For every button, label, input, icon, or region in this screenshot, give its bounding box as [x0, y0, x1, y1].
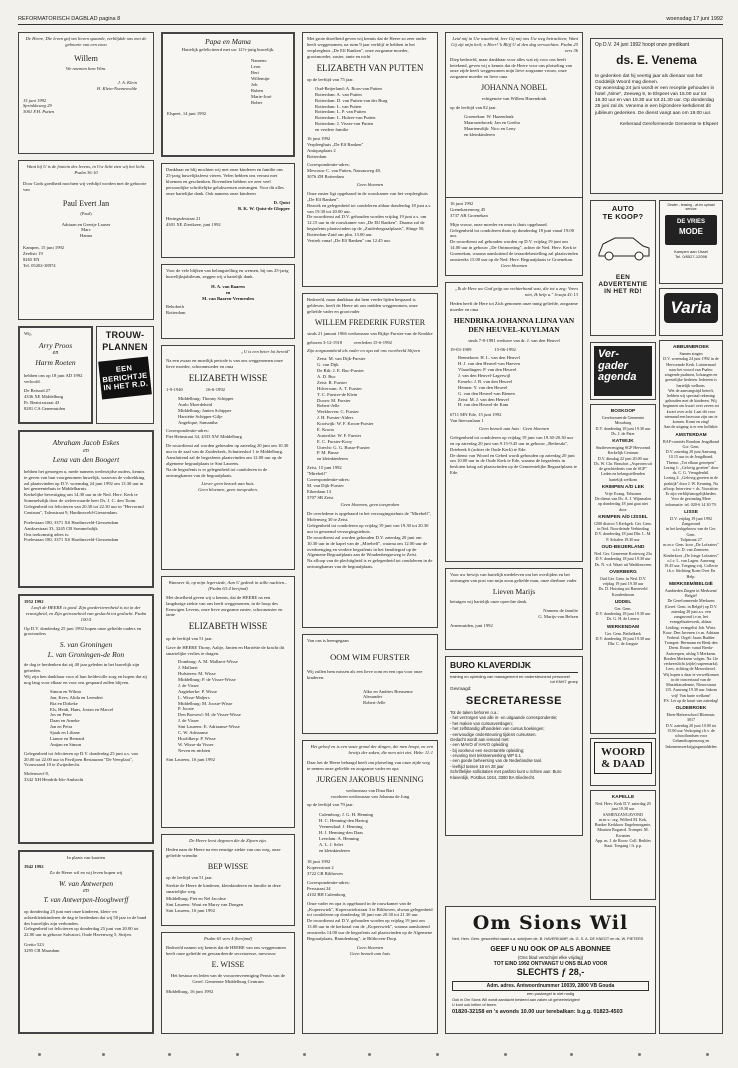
deceased-name: WILLEM FREDERIK FURSTER [314, 317, 426, 327]
meeting-place: KATWIJK [612, 439, 634, 445]
ad-dates: geboren 3-12-1918 overleden 15-6-1992 [307, 339, 392, 345]
deceased-name: JOHANNA NOBEL [481, 83, 547, 93]
obituary-van-putten [302, 32, 438, 287]
ad-years: 1952 1992 [24, 599, 44, 604]
congrats-ad-papa [161, 32, 295, 157]
devries-address: Kampen aan IJssel Tel. 0/8527-12098 [673, 248, 709, 260]
ad-place: 16 juni 1992 Grenekazenweg 45 3737 AB Groenekan [450, 201, 488, 218]
ad-name: H. A. van Baaren en M. van Baaren-Vermeulen [202, 283, 254, 301]
service-info: De rouwdienst zal worden gehouden op zaterdag 20 juni om 10.30 uur in de zaal van de Zuiderkerk, Schuttershof 1 te Middelburg. Aansluitend zal de begrafenis plaatsvinden om 12.00 uur op de algemene begraafplaats te Sint Laurens. Na de begrafenis is er gelegenheid tot condoleren in de ontvangkamer van de begraafplaats. [166, 443, 289, 478]
vergader-agenda-ad [590, 342, 656, 400]
meeting-details: Eben-Haëzerschool Bloemstr. 3017 D.V. zaterdag 20 juni 10.00 tot 15.00 uur Verkoping t.b.v. de schoolfondsen voor Gehandicaptenzorg en Inkomensverkrijgingsmiddelen [665, 712, 717, 749]
devries-logo [665, 215, 717, 245]
correspondence: Correspondentie-adres: Piet Heinstraat 34, 4333 XW Middelburg [166, 428, 242, 440]
ad-dates: 19-03-1909 15-06-1992 [450, 346, 516, 352]
trouw-line-2: PLANNEN [102, 341, 148, 352]
family-list: Middelburg: Piet en Nel Jacobse Sint Laurens: Wout en Marry van Dongen [166, 896, 244, 908]
ad-place: 18 juni 1992 Kopersstraat 2 3722 CB Bilthoven [307, 859, 343, 877]
service-info: De overledene is opgebaard in het verzorgingstehuis de "Mirebelf", Molenweg 30 te Zeist. Gelegenheid tot condoleren op vrijdag 19 juni van 19.30 tot 20.30 uur in genoemd verzorgingstehuis. De rouwdienst zal worden gehouden D.V. zaterdag 20 juni om 10.30 uur in de kapel van de „Mirebelf", waarna om 12.00 uur de overbrenging en verdere begrafenis in het familiegraf op de Algemene Begraafplaats aan de Woudenbergseweg te Zeist. Na afloop van de plechtigheid is er gelegenheid tot condoleren in de ontvangkamer van de begraafplaats. [307, 511, 433, 570]
ad-address: Gretto 523 3295 CB Maasdam [24, 942, 60, 954]
meeting-item [594, 570, 652, 597]
meeting-details: Ger. Gem. Bethelkerk D.V. donderdag 18 juni 19.30 uur Dhr. C. de Jongste [595, 630, 651, 647]
ad-text: Voor de vele blijken van belangstelling en wensen, bij ons 25-jarig huwelijksjubileum, zeggen wij u hartelijk dank. [166, 268, 289, 279]
meeting-place: KAPELLE [611, 795, 635, 800]
family-list: Middelburg: Thonny Schipper Aurlo Moerdeheid Middelburg: Janien Schipper Harriëtte Schipper-Gilje Angelique, Samantha [178, 396, 234, 425]
meeting-list-middle [590, 404, 656, 734]
name-two: L. van Groningen-de Ron [47, 649, 125, 659]
ad-name: D. Quist B. K. W. Quist-de Glopper [238, 200, 290, 212]
varia-ad [659, 288, 723, 336]
ad-text-2: Het bestuur en leden van de vrouwenvereniging Pensis van de Geref. Gemeente Middelburg Centrum [170, 972, 286, 984]
meeting-details: RAF-comités Rondom Jeugdbond Gcr. Gem. D.V. zaterdag 20 juni Aanvang 10.15 uur in de Jeugdbond. Thema: „Tot elkaar geroepen" Lezing 1: „Gelovig groeien" door ds. C. G. Vreugdenhil. Lezing 2: „Gelovig groeien in de praktijk" door J. W. Keuning. Na afloop: Interview + ds. Voorzitter. Er zijn verblijfsmogelijkheden. Voor de gezinsdag Meer informatie: tel. 020-6 14 30 79. [663, 438, 719, 507]
name-one: S. van Groningen [59, 640, 113, 650]
ad-address: Sprinklaweg 29 3061 F.H. Putten [23, 103, 55, 115]
meeting-item [594, 625, 652, 647]
family-list: Culemborg: J. G. H. Henning H. C. Henning-den Hartog Veenendaal: J. Henning H. J. Henning-den Daas Leerdam: A. Henning A. L. J. Selet en kleinkinderen [319, 812, 374, 853]
meeting-item [663, 706, 719, 749]
meeting-place: ABBUINBROEK [673, 345, 709, 350]
meeting-details: Samen zingen D.V. woensdag 24 juni 1992 in de Hervormde Kerk. Luistermaal naar het woord van Psalm: zingende psalmen, lofzangen en geestelijke liederen. Iedereen is hartelijk welkom. Wet de aanvangstijd betreft, hebben wij speciaal rekening gehouden met de kinderen. Wij beginnen om kwart over zeven tot kwart over acht. Laat dit voor niemand een bezwaar zijn om te komen. Komt en zing! Aan de uitgang is er een kollekte. [663, 351, 719, 430]
meeting-place: OVERBERG [609, 569, 637, 575]
ad-text: Heden nam de Heere na een ernstige ziekte van ons weg, onze geliefde vriendin [166, 846, 281, 858]
ad-address: Poelestaan 180, 3371 XS Hardinxveld-Giessendam Aanksestraat 33, 3245 CB Sommelsdijk Ons toekomstig adres is: Poelestaan 180, 3371 XS Hardinxveld-Giessendam [24, 519, 119, 543]
ad-verse: Want bij U is de fontein des levens, in Uw licht zien wij het licht. Psalm 36:10 [26, 164, 146, 175]
page-header [18, 14, 723, 25]
name-two: Harm Roeten [35, 358, 76, 368]
ad-place: Sint Laurens, 16 juni 1992 [166, 908, 215, 914]
sions-tel-2: b.g.g. 01823-4503 [577, 1009, 623, 1015]
service-info: Onze vader en opa is opgebaard in de rouwkamer van de „Koperswiek", Koperswiekstraat 3 te Bilthoven, alwaar gelegenheid tot condoleren op donderdag 18 juni van 20.30 tot 21.30 uur. De rouwdienst zal D.V. gehouden worden op vrijdag 19 juni om 13.00 uur in de kerkzaal van de „Koperswiek", waarna aansluitend omstreeks 14.00 uur de begrafenis zal plaatsvinden op de Algemene Begraafplaats, Brandenburg", te Bilthoven-Dorp. [307, 900, 433, 941]
meeting-item [594, 439, 652, 482]
child-name: Willem [74, 53, 98, 63]
ad-age: op de leeftijd van 79 jaar. [307, 802, 354, 808]
ad-text: Heden heeft de Here tot Zich genomen onze innig geliefde, zorgzame moeder en oma [450, 300, 578, 312]
ad-name: Lieven Marijs [492, 586, 536, 596]
ad-verse: Het geloof en is een vaste grond der dingen, die men hoopt, en een bewijs der zaken, die men niet ziet. Hebr. 11:1 [310, 744, 433, 755]
ad-title: Van ons is heengegaan [307, 638, 349, 643]
correspondence: Correspondentie-adres: Mevrouw C. van Putten, Nassauweg 48, 3076 ZH Rotterdam [307, 162, 382, 180]
deceased-name: JURGEN JAKOBUS HENNING [316, 774, 424, 784]
reception: Gelegenheid tot feliciteren op D.V. donderdag 25 juni a.s. van 20.00 tot 22.00 uur in Paviljoen Restaurant "De Veerplaat", Vrouwzand 10 te Zwijndrecht. [24, 750, 138, 768]
ad-sub: sinds 21 januari 1966 weduwnaar van Rijkje Furster-van de Knokke [307, 330, 433, 336]
ad-prefix: Wij, [24, 331, 32, 336]
ad-text: Wij zullen hem missen als een lieve oom en een opa voor onze kinderen. [307, 668, 423, 680]
ad-text-2: Sterkte de Heere de kinderen, kleinkinderen en familie in deze smartelijke weg. [166, 882, 281, 894]
service-info: Gelegenheid tot condoleren op vrijdag 19 juni van 19.30-20.30 uur en op zaterdag 20 juni van 9.15-9.45 uur in gebouw „Bethesda", Driebeek 6 (achter de Oude Kerk) te Ede. De dienst van Woord en Gebed wordt gehouden op zaterdag 20 juni om 10.00 uur in de Oude Kerk te Ede, waarna de begrafenis in besloten kring zal plaatsvinden op de Gemeentelijke Begraafplaats te Ede. [450, 434, 578, 476]
devries-name: DE VRIES [676, 218, 705, 225]
sions-tel-1: 01820-32158 en 's avonds 10.00 uur terebalkan: [452, 1009, 576, 1015]
ad-place: Zeist, 15 juni 1992 "Mirebelf" Correspondentie-adres: M. van Dijk-Furster Eikenlaan 13 3707 SB Zeist [307, 465, 350, 500]
ad-text: Diep bedroefd, maar dankbaar voor alles wat zij voor ons heeft betekend, geven wij u kennis dat de Heere voor ons plotseling van onze zijde heeft weggenomen mijn lieve zorgzame vrouw, onze zorgzame moeder en lieve oma [450, 56, 572, 80]
meeting-details: Aanbieden Zingen in Merksem/ België! De Gereformeerde Merksem (Geref. Gem. in België) op D.V. zaterdag 20 juni a.s. een zangavond i.v.m. het evangelisatiewerk, aldaar. Leiding: evangelist Joh. Wirtz. Koor: Den Juvenen i.v.m. Adriaan Verheul. Orgel: Jaaus Budder. Trompet: Hermann en Henk den Drent. Route: vanaf Breda-Antwerpen, afslag 5 Merksem. Borden Merksem volgen. Na 12e verkeerslicht (zijde) supermarkt). Lees, richting de Meuwsbroel. Wij hopen u daar te verwelkomen in de concertzaal van de Muziekacademie, Nieuwstraat 115. Aanvang 19.30 uur. Inkom vrij! Van harte welkom! P.S. Let op de kaart van zaterdag! [663, 587, 720, 703]
ad-text: Met grote droefheid geven wij kennis dat de Heere zo zeer onder heeft weggenomen, na ruim 9 jaar verblijf te hebben in het verpleeghuis „De Elf Ranken", onze zorgzame moeder, grootmoeder, zuster, tante en nicht [307, 36, 427, 59]
birth-ad-willem [18, 32, 154, 154]
obituary-furster [302, 293, 438, 628]
obituary-bep-wisse [161, 834, 295, 926]
ad-verse: Zijn zorgzaamheid als vader en opa zal ons voorbeeld blijven [307, 347, 421, 353]
ad-text: Voor uw bewijs van hartelijk medeleven om het overlijden en het ontvangen van post van mijn zoon geliefde man, onze dierbare vader [450, 572, 577, 583]
ad-foot: Geen bloemen Geen bezoek aan huis [349, 944, 391, 956]
name-one: W. van Antwerpen [58, 878, 114, 888]
deceased-name: E. WISSE [211, 959, 245, 969]
names-list: Alko en Andries Breuseme Alexander Robert-Jelle [363, 688, 413, 706]
anniversary-ad-antwerpen [18, 850, 154, 1034]
name-two: T. van Antwerpen-Hooghwerff [43, 895, 129, 904]
deceased-name: OOM WIM FURSTER [330, 651, 410, 662]
deceased-name: ELIZABETH WISSE [188, 621, 268, 632]
meeting-item [594, 485, 652, 512]
obituary-oom-wim [302, 634, 438, 734]
meeting-list [594, 795, 652, 848]
meeting-place: OLDEBROEK [675, 706, 707, 712]
meeting-item [663, 433, 719, 507]
ad-text: Bedroefd namen wij kennis dat de HEERE van ons weggenomen heeft onze geliefde en gewaardeerde secretaresse, mevrouw [166, 944, 286, 956]
ad-place: Elspeet, 14 juni 1992 [167, 111, 207, 117]
ad-age: op de leeftijd van 51 jaar. [166, 635, 213, 641]
ad-text: Na een zwaar en moeilijk periode is van ons weggenomen onze lieve moeder, schoonmoeder en oma [166, 357, 283, 369]
ad-sign: Kerkeraad Gereformeerde Gemeente te Elspeet [619, 120, 718, 126]
thanks-ad-baaren [161, 264, 295, 339]
ad-dates: 16 juni 1992 Verpleeghuis „De Elf Ranken" Antiqusplaats 2 Rotterdam [307, 135, 364, 159]
sions-offer-2: (Ons blad verschijnt elke vrijdag) [517, 955, 584, 961]
obituary-henning [302, 740, 438, 1034]
ad-text-2: de dag te herdenken dat zij 40 jaar geleden in het huwelijk zijn getreden. Wij zijn hen dankbaar voor al hun liefdevolle zorg en hopen dat zij nog lang voor elkaar en voor ons gespaard zullen blijven. [24, 662, 147, 686]
trouw-box: EEN BERICHTJE IN HET R.D. [98, 357, 152, 400]
ad-text-2: te gedenken dat hij veertig jaar als dienaar van het Goddelijk Woord mag dienen. Op woensdag 24 juni wordt er een receptie gehouden in hotel „Nime", Zeeweg 9, te Elspeet van 15.00 uur tot 16.30 uur en van 19.30 uur tot 21.30 uur. Op donderdag 25 juni zal ds. Venema in een bijzondere kerkdienst dit jubileum gedenken. De dienst vangt aan om 19.00 uur. [595, 73, 715, 116]
car-icon [593, 230, 653, 264]
ad-verse: Wanneer ik, op mijn legerstede, Aan U gedenk in stille nachten... (Psalm 63:4 berijmd) [168, 580, 288, 591]
sions-address-note: een postzegel is niet nodig [526, 991, 575, 997]
meeting-item [594, 545, 652, 567]
meeting-place: AMSTERDAM [675, 432, 707, 438]
ad-text: hebben ons op 18 juni AD 1992 verloofd. [24, 372, 83, 384]
ad-top: In plaats van kaarten [66, 855, 106, 860]
wedding-ad-abraham [18, 430, 154, 588]
ad-text: Door Gods goedheid mochten wij verblijd worden met de geboorte van [23, 180, 147, 192]
ad-text: Daar het de Heere behaagd heeft om plotseling van onze zijde weg te nemen onze geliefde en zorgzame vader en opa [307, 759, 430, 771]
footer-mark [638, 1053, 641, 1056]
ad-date: 15 juni 1992 [23, 97, 47, 103]
meeting-list-kapelle [590, 790, 656, 900]
ad-verse: Psalm 63 vers 4 (berijmd) [204, 936, 252, 941]
name-en: en [83, 888, 89, 895]
meeting-list [594, 409, 652, 647]
ad-address: Kampen, 15 juni 1992 Zeeltstr 19 8265 EN Tel. 05202-38974 [23, 245, 65, 268]
meeting-details: Studievereniging SGP Hervormd Kerkelijk Centrum D.V. dinsdag 22 juni 20.00 uur Ds. W. Chr. Beaufort „Aspecten uit de geschiedenis van de SGP" Leden en belangstellenden hartelijk welkom [594, 445, 652, 482]
footer-mark [368, 1053, 371, 1056]
paper-date: woensdag 17 juni 1992 [666, 16, 723, 22]
ad-years: 1942 1992 [24, 863, 44, 869]
ad-verse: Leid mij in Uw waarheid, leer Gij mij ons Uw weg betrachten; Want Gij zijt mijn heil; o Heer! 'k Blijf U al den dag verwachten. Psalm 25 vers 3b [451, 36, 578, 53]
obituary-wisse-2 [161, 576, 295, 828]
ad-text: Op D.V. donderdag 25 juni 1992 hopen onze geliefde ouders en grootouders [24, 625, 142, 637]
footer-mark [570, 1053, 573, 1056]
ad-verse: Zo de Heere wil en wij leven hopen wij [49, 869, 123, 875]
ad-sub: echtgenote van Willem Hazendonk [481, 96, 547, 102]
ad-foot: Geen bezoek aan huis · Geen bloemen [478, 426, 550, 432]
footer-mark [436, 1053, 439, 1056]
footer-mark [236, 1053, 239, 1056]
anniversary-ad-groningen [18, 594, 154, 844]
vergader-title: Ver- gader agenda [594, 346, 652, 396]
meeting-details: Vrije Evang. Tehuizen De dienst van Ds. A. J. Wijnmalen op donderdag 18 juni gaat niet door [594, 490, 652, 512]
ad-sub: weduwnaar van Dina Bart voorheen weduwnaar van Johanna de Jong [330, 787, 410, 799]
ad-place: Middelburg, 16 juni 1992 [166, 988, 214, 994]
ad-age: op de leeftijd van 82 jaar. [450, 105, 497, 111]
ad-text: hebben het genoegen u, mede namens wederzijdse ouders, kennis te geven van hun voorgenomen huwelijk, waarvan de voltrekking zal plaatsvinden op D.V. woensdag 24 juni 1992 om 13.30 uur in het gemeentehuis te Middelharnis. Kerkelijke bevestiging om 14.30 uur in de Ned. Herv. Kerk te Sommelsdijk door de weleerwaarde heer Ds. J. C. den Toom. Gelegenheid tot feliciteren van 20.30 tot 22.30 uur in "Hervormd Centrum", Taleastraat 9, Hardinxveld-Giessendam. [24, 468, 145, 515]
birth-ad-paul [18, 160, 154, 320]
page-footer-marks [18, 1053, 723, 1061]
ad-sub: sinds 7-8-1981 weduwe van dr. J. van den Heuvel [468, 337, 560, 343]
meeting-details: Ned. Ger. Gemeente Korteweg 23a D.V. donderdag 18 juni 19.30 uur Ds. N. v.d. Waart uit Waddinxveen [594, 551, 652, 567]
family-list: Domburg: A. M. Mallaert-Wisse J. Mallaert Hulsteren: M. Wisse Middelburg: P. de Visser-Wisse J. de Visser Aagtekerke: P. Wisse L. Wisse-Maljers Middelburg: M. Jooste-Wisse P. Jooste Den Boesewl: M. de Visser-Wisse J. de Visser Sint Laurens: E. Adriaanse-Wisse C. W. Adriaanse Hoofdkerp: P. Wisse W. Wisse-da Visser Neven en nichten [178, 659, 241, 753]
footer-mark [38, 1053, 41, 1056]
thanks-ad-belzen [445, 568, 583, 650]
ad-age: op de leeftijd van 75 jaar. [307, 77, 354, 83]
parents: Adriaan en Geertje Lauser Marc Hanna [61, 221, 111, 239]
name-one: Abraham Jacob Eskes [52, 438, 120, 447]
ad-title: Papa en Mama [205, 37, 251, 46]
meeting-place: OUD-BEIJERLAND [601, 544, 645, 550]
ad-name: ds. E. Venema [616, 53, 697, 68]
service-info: Mijn vrouw, onze moeder en oma is thuis opgebaard. Gelegenheid tot condoleren thuis op donderdag 18 juni vanaf 19.00 uur. De rouwdienst zal gehouden worden op D.V. vrijdag 19 juni om 14.00 uur in gebouw „De Ontmoeting", achter de Ned. Herv. Kerk te Groenekan, waarna aansluitend de teraardebestelling zal plaatsvinden omstreeks 15.00 uur op de Ned. Herv. Begraafplaats te Groenekan. [450, 221, 578, 262]
ad-address: Molenwerf 8, 3342 XH Hendrik-Ido-Ambacht [24, 771, 84, 783]
sions-title: Om Sions Wil [472, 912, 629, 934]
child-nickname: We noemen hem Wim. [65, 65, 107, 71]
company-name: BURO KLAVERDIJK [450, 660, 578, 673]
sions-sub: Ned. Herv. Gem. gescreiëid naast o.a. schrijven de. B. HAVERKAMP, ds. G. S. A. DE KNEGT en ds. W. PIETERS [452, 937, 644, 942]
ad-foot: Geen bloemen, geen toespraken [340, 502, 400, 508]
family-list: Zeist: M. van Dijk-Furster G. van Dijk De Bilt: J. E. Buc-Furster A. D. Buc Zeist: R. Furster Hilversum: A. T. Furster T. C. Furster-de Klein Doorn: M. Furster Robert-Jelle Werkhoven: C. Furster J. H. Furster-Alders Kootwijk: W. F. Kroon-Furster E. Kroon Austerlitz: W. F. Furster E. C. Furster-Kooy Utrecht: G. G. Busse-Furster P. M. Busse en kleinkinderen [317, 356, 374, 462]
obituary-nobel-cont [445, 198, 583, 276]
meeting-place: WERKENDAM [606, 624, 640, 630]
ad-verse: „U is een beter lot bereid" [241, 349, 290, 354]
ad-text-2: betuigen wij hartelijk onze oprechte dank. [450, 599, 528, 605]
meeting-place: KRIMPEN A/D LEK [601, 484, 645, 490]
ad-age: op de leeftijd van 51 jaar. [166, 874, 213, 880]
ad-place: 6711 MN Ede, 15 juni 1992 Van Ittersonlaan 1 [450, 412, 502, 424]
footer-mark [303, 1053, 306, 1056]
deceased-name: HENDRIKA JOHANNA LIJNA VAN DEN HEUVEL-KUYLMAN [453, 315, 575, 335]
meeting-list-right [659, 340, 723, 1034]
meeting-item [663, 510, 719, 579]
obituary-nobel [445, 32, 583, 198]
ad-text: Op D.V. 24 juni 1992 hoopt onze predikant [595, 42, 690, 48]
ad-place: Arnemuiden, juni 1992 [450, 622, 493, 628]
job-title: SECRETARESSE [465, 694, 563, 707]
meeting-details: Ger. Gem. D.V. donderdag 18 juni 19.30 uur Ds. G. H. de Leeuw [595, 605, 651, 622]
job-request: Gevraagd: [450, 686, 472, 692]
thanks-ad-quist [161, 163, 295, 258]
sions-offer-3: TOT EIND 1992 ONTVANGT U ONS BLAD VOOR [493, 960, 608, 967]
meeting-details: GBS district 5 Kerkgeb. Ger. Gem. in Ned. Noordeinde Verbinding D.V. donderdag 18 juni Dhr. L. M. P. Schalen 19.30 uur [594, 521, 652, 542]
deceased-name: ELIZABETH VAN PUTTEN [316, 62, 424, 73]
meeting-place: LISSE [684, 509, 698, 515]
engagement-ad-arry [18, 326, 93, 424]
meeting-list [663, 345, 719, 749]
ad-text-2: Gave de HEERE Thony, Aaltje, Janien en Harriëtte de kracht dit smartelijke verlies te dragen. [166, 644, 285, 656]
sions-address: Adm. adres. Antwoordnummer 10039, 2800 VB Gouda [452, 981, 649, 991]
ad-address: De Beisard 27 4336 XE Middelburg Pr. Beatrixstraat 43 8281 CA Genemuiden [24, 388, 66, 412]
devries-mode: MODE [679, 226, 703, 236]
meeting-item [594, 600, 652, 622]
sions-price: SLECHTS ƒ 28,- [516, 967, 585, 978]
names-list: Namens de familie G. Marijs-van Belzen [538, 608, 578, 620]
trouwplannen-ad [96, 326, 154, 424]
ad-address: Rehoboth Rotterdam [166, 304, 186, 316]
ad-dates: 1-9-1940 16-6-1992 [166, 387, 225, 393]
footer-mark [706, 1053, 709, 1056]
deceased-name: ELIZABETH WISSE [188, 372, 268, 383]
obituary-wisse-1 [161, 345, 295, 570]
trouw-line-1: TROUW- [105, 330, 145, 340]
om-sions-wil-ad [445, 906, 656, 1034]
paper-name: REFORMATORISCH DAGBLAD pagina 8 [18, 16, 121, 22]
name-en: en [83, 447, 89, 454]
job-ad-buro-klaverdijk [445, 656, 583, 836]
ad-verse: De Heere leest degenen die de Zijnen zijn. [189, 838, 267, 843]
company-tag: bd KNH7 groep [550, 678, 578, 684]
name-two: Lena van den Boogert [52, 455, 120, 465]
names-list: Namens: Leon Bert Willemijn Job Ruben Marie-José Bober [251, 58, 272, 105]
meeting-item [594, 515, 652, 542]
ad-foot: Geen bloemen [356, 182, 384, 188]
sions-tel [452, 1009, 649, 1016]
child-name: Paul Evert Jan [62, 198, 110, 208]
woord-en-daad-ad [590, 738, 656, 786]
family-list: Bennekom: H. L. van den Heuvel H. J. van den Heuvel-van Haeven Vlaardingen: P. van den Heuvel J. van den Heuvel-Lagerwijl Ermelo: J. B. van den Heuvel Heinen: Y. van den Heuvel G. van den Heuvel-van Bienen Zeist: M. J. van den Heuvel H. van den Heuvel-de Kam [458, 355, 520, 408]
ad-foot: Liever geen bezoek aan huis. Geen bloemen, geen toespraken. [198, 481, 258, 493]
ad-text: op donderdag 25 juni met onze kinderen, klein- en achterkleinkinderen de dag te herdenken dat wij 50 jaar in de band des huwelijks zijn verbonden. Gelegenheid tot feliciteren op donderdag 25 juni van 20.00 tot 22.00 uur in gebouw Salvatori, Oude Havenweg 5, Strijen. [24, 908, 147, 938]
children-list: Simon en Wilma Jan, Kees, Alida en Leendert Ria en Dirkeke Els, Heidi, Hans, Jorian en Marcel Jos en Peter Daan en Arneke Jan en Petra Sjaak en Liliane Lianne en Bernard Antjan en Simon [50, 688, 114, 747]
obituary-e-wisse [161, 932, 295, 1034]
ad-foot: Geen bloemen [500, 262, 528, 268]
ad-sub: Hartelijk gefeliciteerd met uw 12½-jarig huwelijk. [181, 46, 275, 52]
service-info: Onze zuster ligt opgebaard in de rouwkamer van het verpleeghuis „De Elf Ranken". Bezoek en gelegenheid tot condoleren aldaar donderdag 18 juni a.s. van 19.30 tot 20.00 uur. De rouwdienst zal D.V. gehouden worden vrijdag 19 juni a.s. om 12.15 uur in de rouwkamer van „De Elf Ranken". Daarna zal de begrafenis plaatsvinden op de „Zuiderbegraafplaats", Slinge 50, Rotterdam-Zuid om plm. 13.00 uur. Vertrek vanaf „De Elf Ranken" om 12.45 uur. [307, 190, 432, 243]
footer-mark [168, 1053, 171, 1056]
meeting-details: Ned. Herv. Kerk D.V. zaterdag 20 juni 19.30 uur SAMENZANGAVOND m.m.v.: org. Wilfred M. Kok, Bunker Kerkkoor Engelenorganie, Maarten Bogaerd. Trompet: M. Kwantes App. m. J. de Roow. Coll. Bethles Staat. Toegang / ft. p.p. [594, 801, 652, 848]
parents: J. A. Klein H. Klein-Nonnewolde [96, 79, 137, 91]
ad-verse: De Heere, Die leven gaf om lieven spaarde, verblijdde ons met de geboorte van een zoon [25, 36, 147, 47]
sions-offer: GEEF U NU OOK OP ALS ABONNEE [490, 946, 611, 954]
meeting-item [663, 582, 719, 703]
meeting-details: Gereformeerde Gemeente Mosaburg D.V. donderdag 18 juni 19.30 uur Ds. J. de Pater [595, 415, 651, 436]
auto-te-koop-ad [590, 200, 656, 336]
name-one: Arry Proos [38, 340, 73, 350]
correspondence: Correspondentie-adres: Persstraat 24 4102 BH Culemborg [307, 880, 350, 897]
auto-cta: EEN ADVERTENTIE IN HET RD! [598, 273, 648, 296]
meeting-details: Oud Ger. Gem. in Ned. D.V. vrijdag 19 juni 19.30 uur Ds. D. Hoisting uit Barneveld Koudenhoorn [598, 575, 648, 597]
company-sub: training en opleiding van management en ondersteunend personeel [450, 673, 570, 679]
de-vries-mode-ad [659, 200, 723, 284]
devries-top: Dealer - leasing - af-en ophaal service [667, 203, 715, 212]
ad-text: Dankbaar en blij mochten wij met onze kinderen en familie ons 25-jarig huwelijksfeest vieren. Velen hebben ons verrast met bloemen en geschenken. Bovendien hebben we zeer veel persoonlijke schriftelijke gelukwensen ontvangen. Voor dit alles onze hartelijke dank. Ook namens onze kinderen [166, 167, 284, 196]
ad-text: Met droefheid geven wij u kennis, dat de HEERE na een langdurige ziekte van ons heeft weggenomen, in de hoop des Eeuwigen Levens, onze lieve zorgzame zuster, schoonzuster en tante [166, 594, 283, 618]
meeting-place: BOSKOOP [610, 409, 636, 414]
auto-question: AUTO TE KOOP? [602, 204, 644, 222]
ad-text: Bedroefd, maar dankbaar dat hem verder lijden bespaard is gebleven, heeft de Heere uit ons midden weggenomen, onze geliefde vader en grootvader [307, 297, 418, 314]
meeting-place: MERKSEM/BELGIË [669, 581, 713, 587]
name-en: en [52, 350, 59, 357]
meeting-item [594, 409, 652, 436]
sions-foot: Ook in Om Sions Wil wordt aandacht besteed aan zaken uit geheelreizigten! U kunt ook bellen of faxen. [452, 998, 581, 1008]
meeting-item [594, 795, 652, 848]
footer-mark [102, 1053, 105, 1056]
varia-title: Varia [664, 293, 718, 323]
family-list: Groenekan: W. Hazendonk Maarssenbroek: Jan en Gretha Maartensdijk: Nico en Leny en kleinkinderen [464, 114, 520, 137]
obituary-van-den-heuvel [445, 282, 583, 562]
family-list: Oud-Beijerland: A. Roos-van Putten Rotterdam: A. van Putten Rotterdam: D. van Putten-van der Burg Rotterdam: L. van Putten Rotterdam: L. P. van Putten Rotterdam: L. Hulzer-van Putten Rotterdam: J. Visser-van Putten en verdere familie [315, 85, 388, 133]
meeting-details: D.V. vrijdag 19 juni 1992 Zangavond in het kerkgebouw van de Ger. Gem. Tulpstraat 27 m.m.v. Gem. koor „De Lofzaters" o.l.v. D. van Zomeren. Kinderkoor „De Jonge Lofzaters" o.l.v. L. van Lagen. Aanvang 19.45 uur. Toegang vrij. Collecte t.b.v. Stichting Koen Over En Help. [663, 515, 719, 579]
ad-place: Sint Laurens, 16 juni 1992 [166, 757, 215, 763]
job-text: Tot de taken behoren o.a.: - het verzorgen van alle in- en uitgaande correspondentie; - het maken van cursusverslagen; - het zelfstandig afhandelen van cursus boekingen; - eenvoudige ondersteuning tijdens cursussen. Gedacht wordt aan iemand met: - een MAVO of HAVO opleiding - bij voorkeur een secretariële opleiding; - ervaring met tekstverwerking WP 5.1 - een goede beheersing van de Nederlandse taal. - leeftijd tussen 18 en 28 jaar Schriftelijke sollicitaties met pasfoto kunt u richten aan: Buro Klaverdijk, Postbus 1044, 3360 BA Sliedrecht. [450, 710, 562, 780]
meeting-item [663, 345, 719, 430]
footer-mark [504, 1053, 507, 1056]
child-nickname: (Paul) [80, 210, 92, 216]
meeting-place: UDDEL [614, 599, 632, 605]
jubilee-ad-venema [590, 38, 723, 194]
ad-verse: Looft de HEERE is goed. Zijn goedertierenheid is tot in der eeuwigheid, en Zijn getrouwheid van geslacht tot geslacht. Psalm 100:5 [25, 604, 147, 622]
ad-verse: „Ik de Here uw God grijp uw rechterhand vast, die tot u zeg: Vrees niet, Ik help u." Jesaja 41:13 [454, 286, 578, 297]
woord-title: WOORD & DAAD [594, 742, 652, 774]
meeting-place: KRIMPEN A/D IJSSEL [598, 514, 648, 520]
deceased-name: BEP WISSE [207, 861, 249, 871]
ad-address: Heringsdestraat 21 4301 XE Zierikzee, juni 1992 [166, 216, 221, 227]
